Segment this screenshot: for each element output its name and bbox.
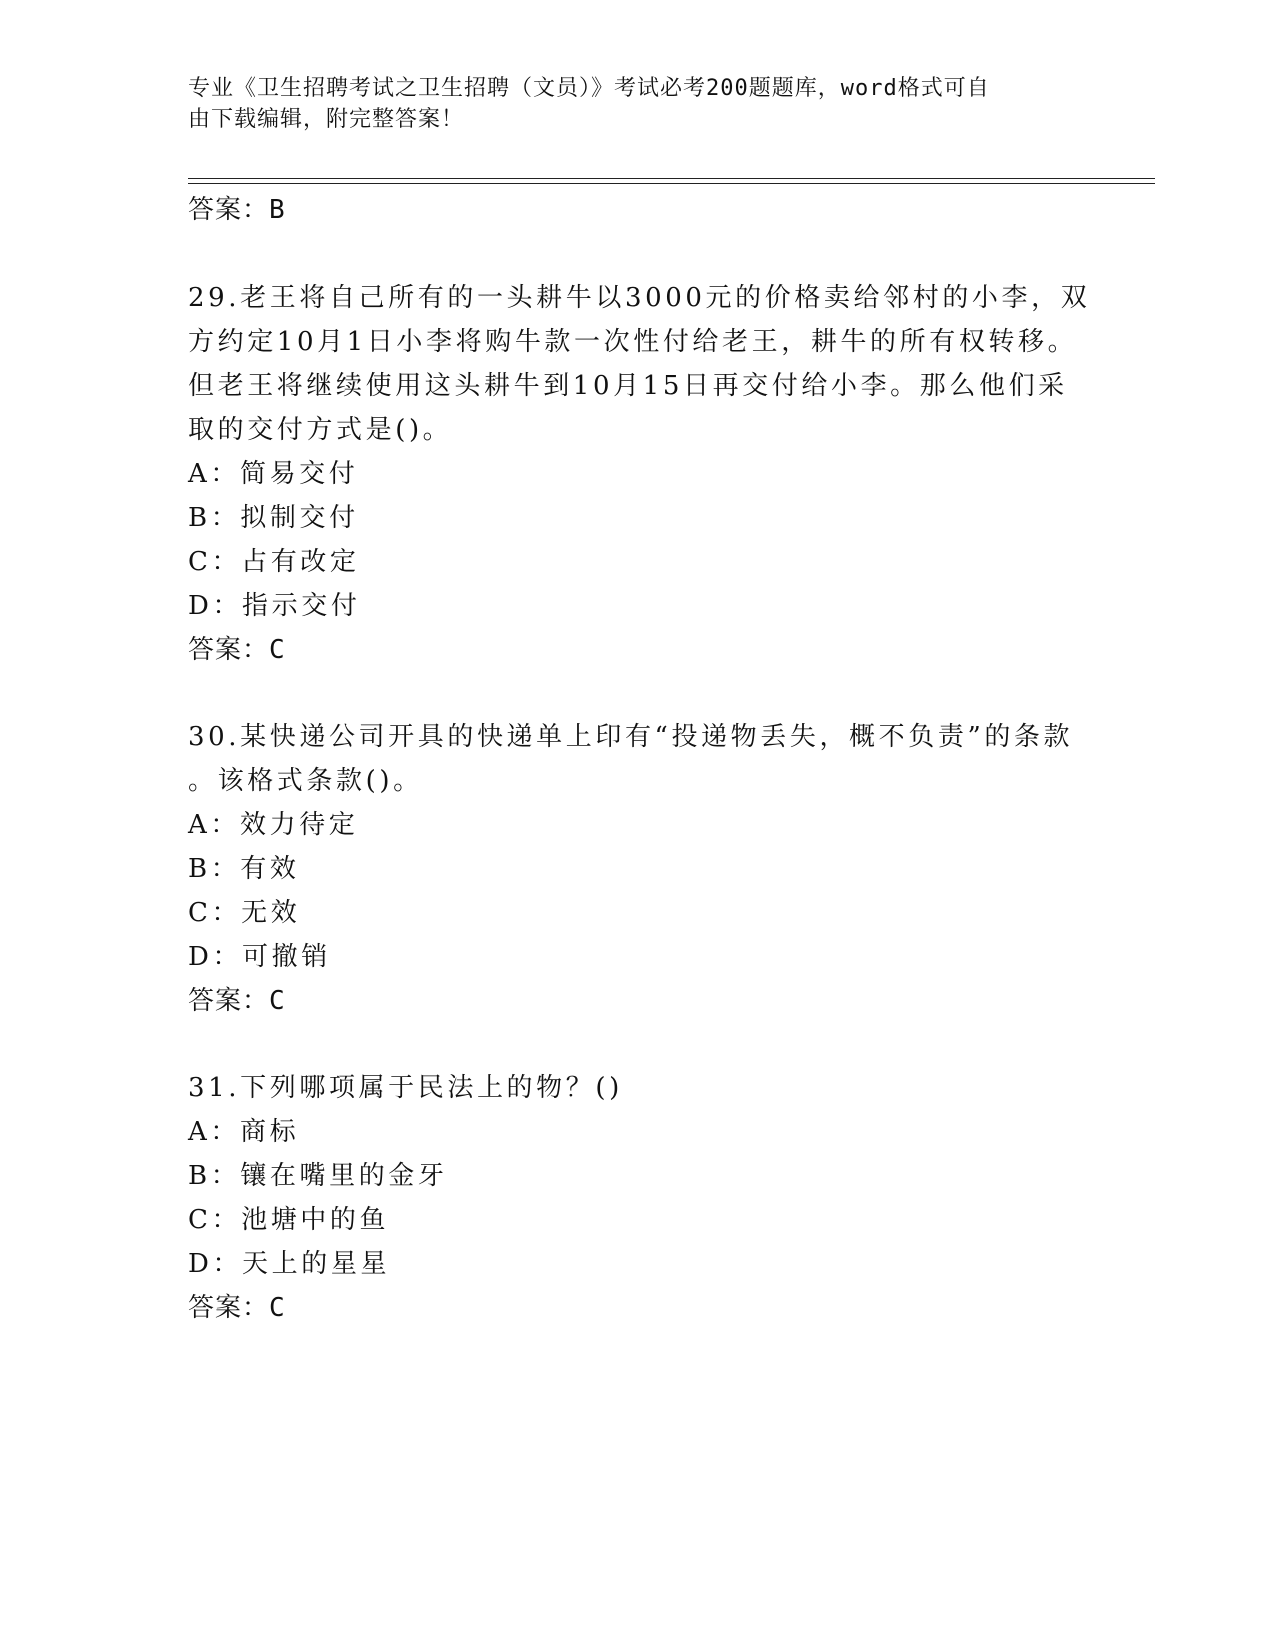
question-text: 29.老王将自己所有的一头耕牛以3000元的价格卖给邻村的小李，双 [188, 283, 1091, 313]
question-text: 但老王将继续使用这头耕牛到10月15日再交付给小李。那么他们采 [188, 371, 1068, 401]
document-header [188, 73, 1068, 135]
question-text: 31.下列哪项属于民法上的物？() [188, 1073, 623, 1103]
question-text: 方约定10月1日小李将购牛款一次性付给老王，耕牛的所有权转移。 [188, 327, 1078, 357]
header-line: 由下载编辑，附完整答案！ [188, 107, 465, 132]
header-rule [188, 178, 1155, 179]
option-d: D：天上的星星 [188, 1249, 391, 1279]
option-b: B：镶在嘴里的金牙 [188, 1161, 448, 1191]
header-rule [188, 183, 1155, 184]
option-d: D：指示交付 [188, 591, 361, 621]
question-text: 30.某快递公司开具的快递单上印有“投递物丢失，概不负责”的条款 [188, 722, 1074, 752]
answer-line: 答案：C [188, 635, 286, 665]
option-d: D：可撤销 [188, 942, 331, 972]
option-a: A：效力待定 [188, 810, 359, 840]
option-a: A：简易交付 [188, 459, 359, 489]
answer-line: 答案：B [188, 195, 286, 225]
header-line: 专业《卫生招聘考试之卫生招聘（文员）》考试必考200题题库，word格式可自 [188, 76, 990, 101]
answer-line: 答案：C [188, 1293, 286, 1323]
option-b: B：有效 [188, 854, 300, 884]
question-text: 取的交付方式是()。 [188, 415, 453, 445]
option-b: B：拟制交付 [188, 503, 359, 533]
option-a: A：商标 [188, 1117, 300, 1147]
option-c: C：占有改定 [188, 547, 360, 577]
answer-line: 答案：C [188, 986, 286, 1016]
option-c: C：池塘中的鱼 [188, 1205, 390, 1235]
question-text: 。该格式条款()。 [188, 766, 423, 796]
option-c: C：无效 [188, 898, 301, 928]
